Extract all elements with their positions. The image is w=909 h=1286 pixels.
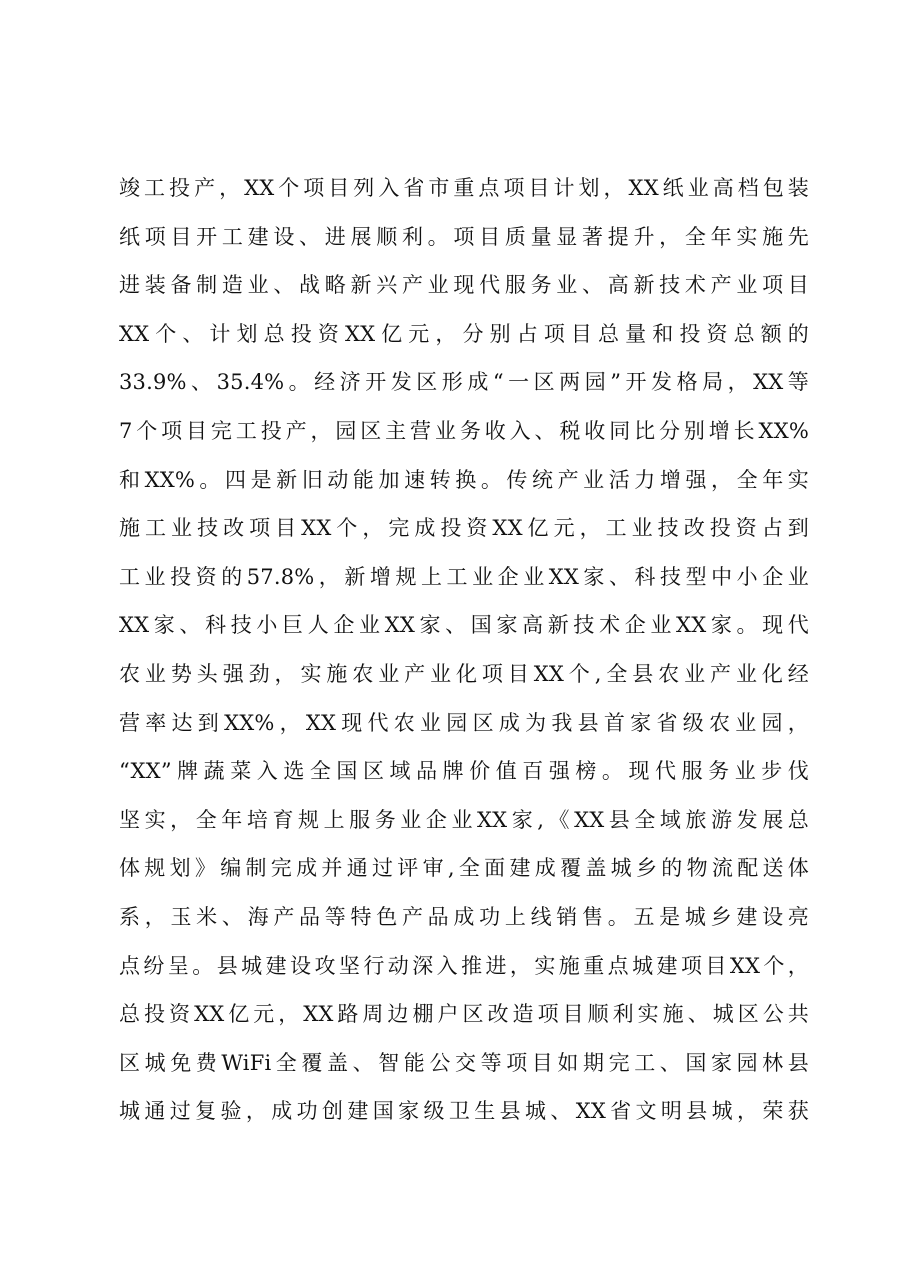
text-line: 7个项目完工投产，园区主营业务收入、税收同比分别增长XX% (119, 418, 809, 443)
text-line: 总投资XX亿元，XX路周边棚户区改造项目顺利实施、城区公共 (119, 1002, 809, 1027)
text-line: 33.9%、35.4%。经济开发区形成“一区两园”开发格局，XX等 (119, 370, 809, 395)
body-text (119, 164, 809, 1136)
text-line: 系，玉米、海产品等特色产品成功上线销售。五是城乡建设亮 (119, 904, 809, 929)
text-line: 营率达到XX%，XX现代农业园区成为我县首家省级农业园， (119, 710, 809, 735)
text-line: XX家、科技小巨人企业XX家、国家高新技术企业XX家。现代 (119, 613, 809, 638)
text-line: 城通过复验，成功创建国家级卫生县城、XX省文明县城，荣获 (119, 1099, 809, 1124)
text-line: 体规划》编制完成并通过评审,全面建成覆盖城乡的物流配送体 (119, 856, 809, 881)
text-line: 施工业技改项目XX个，完成投资XX亿元，工业技改投资占到 (119, 516, 809, 541)
text-line: 工业投资的57.8%，新增规上工业企业XX家、科技型中小企业 (119, 564, 809, 589)
text-line: 点纷呈。县城建设攻坚行动深入推进，实施重点城建项目XX个， (119, 953, 809, 978)
text-line: 竣工投产，XX个项目列入省市重点项目计划，XX纸业高档包装 (119, 176, 809, 200)
text-line: XX个、计划总投资XX亿元，分别占项目总量和投资总额的 (119, 321, 809, 346)
text-line: 和XX%。四是新旧动能加速转换。传统产业活力增强，全年实 (119, 467, 809, 492)
text-line: 坚实，全年培育规上服务业企业XX家,《XX县全域旅游发展总 (119, 807, 809, 832)
text-line: 区城免费WiFi全覆盖、智能公交等项目如期完工、国家园林县 (119, 1050, 809, 1075)
text-line: 农业势头强劲，实施农业产业化项目XX个,全县农业产业化经 (119, 661, 809, 686)
text-line: 纸项目开工建设、进展顺利。项目质量显著提升，全年实施先 (119, 224, 809, 249)
text-line: “XX”牌蔬菜入选全国区域品牌价值百强榜。现代服务业步伐 (119, 759, 809, 784)
text-line: 进装备制造业、战略新兴产业现代服务业、高新技术产业项目 (119, 273, 809, 298)
